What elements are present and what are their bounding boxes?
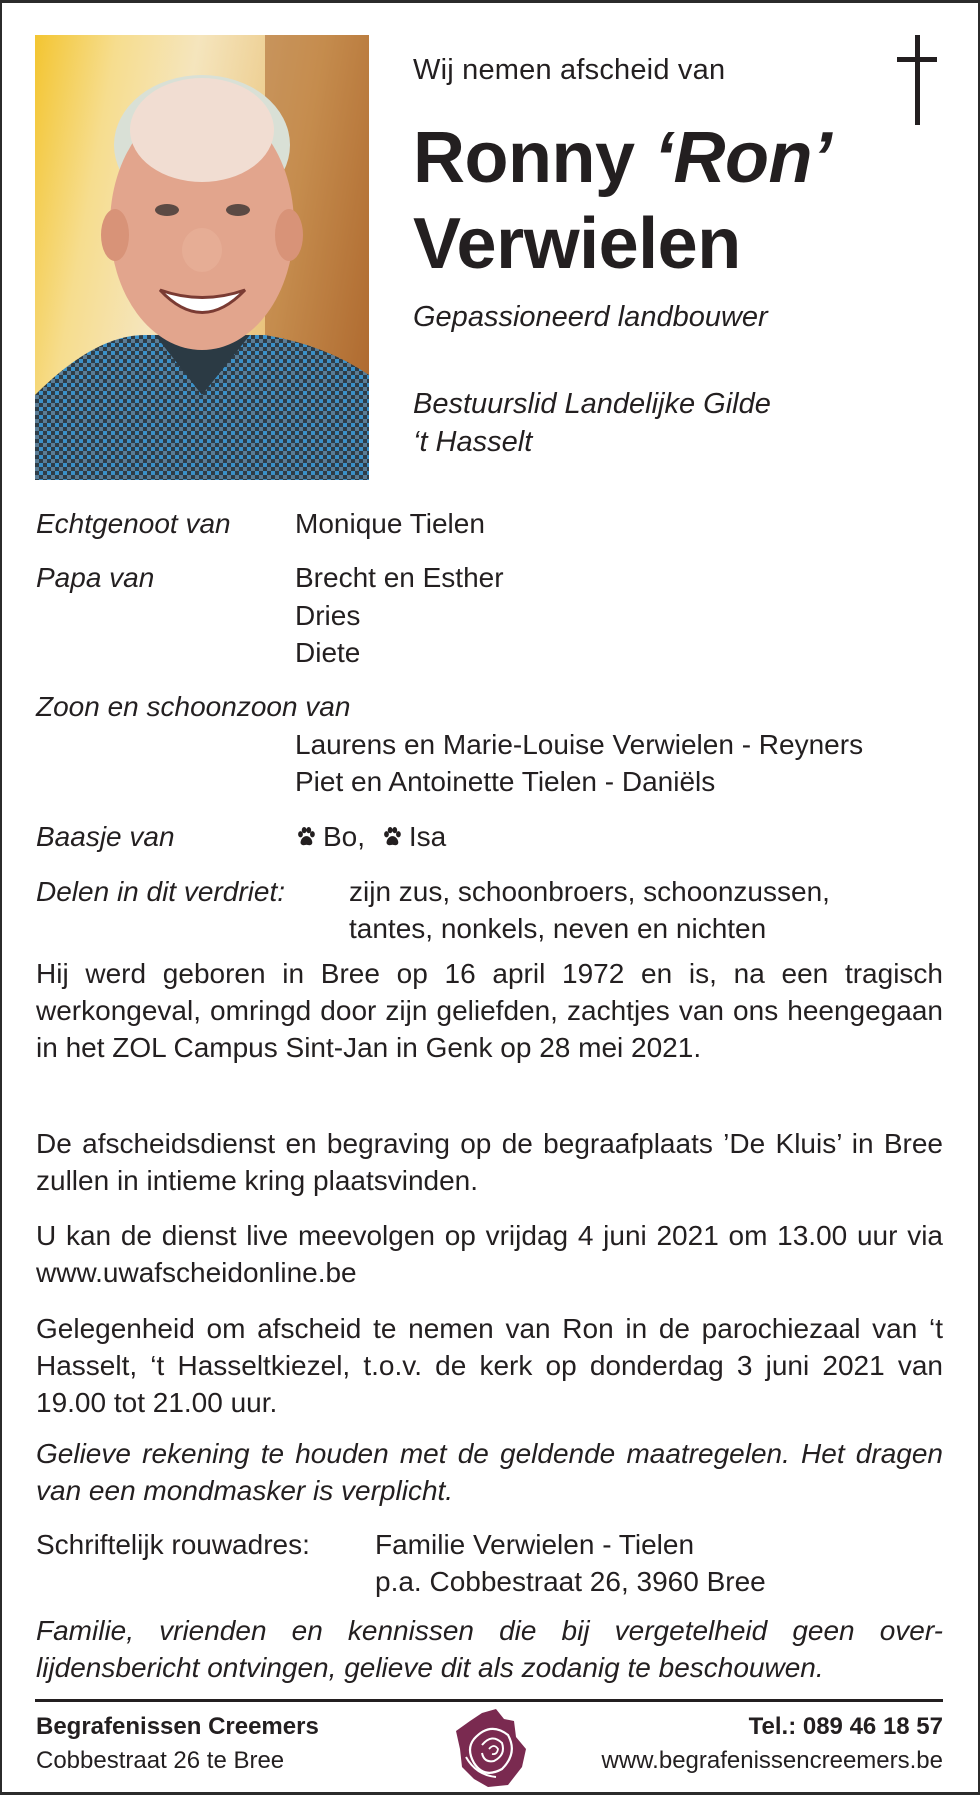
funeral-home-address: Cobbestraat 26 te Bree <box>36 1747 285 1774</box>
role-line-1: Bestuurslid Landelijke Gilde <box>413 388 771 420</box>
livestream-paragraph: U kan de dienst live meevolgen op vrijdag 4 juni 2021 om 13.00 uur via www.uwafscheidonline.be <box>36 1220 943 1288</box>
cross-icon <box>897 35 937 125</box>
grief-line-1: zijn zus, schoonbroers, schoonzussen, <box>349 876 830 907</box>
spouse-label: Echtgenoot van <box>36 508 231 539</box>
last-name: Verwielen <box>413 204 741 284</box>
pets-list <box>295 818 446 855</box>
child-2: Dries <box>295 600 361 631</box>
name-line-1 <box>413 115 831 201</box>
pet-2: Isa <box>408 821 447 852</box>
parents-1: Laurens en Marie-Louise Verwielen - Reyners <box>295 729 864 760</box>
first-name: Ronny <box>413 118 635 198</box>
deceased-name <box>413 115 831 287</box>
spouse-value: Monique Tielen <box>295 508 485 539</box>
intro-text: Wij nemen afscheid van <box>413 54 726 86</box>
phone-number: Tel.: 089 46 18 57 <box>748 1713 943 1740</box>
notice-paragraph: Familie, vrienden en kennissen die bij vergetelheid geen over-lijdensbericht ontvingen, gelieve dit als zodanig te beschouwen. <box>36 1615 943 1683</box>
portrait-photo <box>35 35 369 480</box>
address-label: Schriftelijk rouwadres: <box>36 1529 310 1560</box>
footer-divider <box>35 1699 943 1702</box>
occupation: Gepassioneerd landbouwer <box>413 301 768 333</box>
service-paragraph: De afscheidsdienst en begraving op de begraafplaats ’De Kluis’ in Bree zullen in intieme kring plaatsvinden. <box>36 1128 943 1196</box>
visitation-paragraph: Gelegenheid om afscheid te nemen van Ron in de parochiezaal van ‘t Hasselt, ‘t Hasseltkiezel, t.o.v. de kerk op donderdag 3 juni 2021 van 19.00 tot 21.00 uur. <box>36 1313 943 1418</box>
rose-icon <box>452 1709 530 1787</box>
pets-label: Baasje van <box>36 821 175 852</box>
parents-2: Piet en Antoinette Tielen - Daniëls <box>295 766 716 797</box>
grief-line-2: tantes, nonkels, neven en nichten <box>349 913 767 944</box>
children-label: Papa van <box>36 562 155 593</box>
parents-label: Zoon en schoonzoon van <box>36 691 351 722</box>
portrait-illustration <box>35 35 369 480</box>
nickname: ‘Ron’ <box>654 118 832 198</box>
child-3: Diete <box>295 637 361 668</box>
address-line-2: p.a. Cobbestraat 26, 3960 Bree <box>375 1566 766 1597</box>
paw-icon <box>295 826 317 848</box>
website-link[interactable]: www.begrafenissencreemers.be <box>601 1747 943 1774</box>
address-line-1: Familie Verwielen - Tielen <box>375 1529 695 1560</box>
role-line-2: ‘t Hasselt <box>413 426 533 458</box>
paw-icon <box>381 826 403 848</box>
grief-label: Delen in dit verdriet: <box>36 876 286 907</box>
birth-death-paragraph: Hij werd geboren in Bree op 16 april 1972 en is, na een tragisch werkongeval, omringd door zijn geliefden, zachtjes van ons heengegaan in het ZOL Campus Sint-Jan in Genk op 28 mei 2021. <box>36 958 943 1063</box>
child-1: Brecht en Esther <box>295 562 504 593</box>
pet-1: Bo, <box>323 821 366 852</box>
measures-paragraph: Gelieve rekening te houden met de geldende maatregelen. Het dragen van een mondmasker is verplicht. <box>36 1438 943 1506</box>
funeral-home-name: Begrafenissen Creemers <box>36 1713 319 1740</box>
